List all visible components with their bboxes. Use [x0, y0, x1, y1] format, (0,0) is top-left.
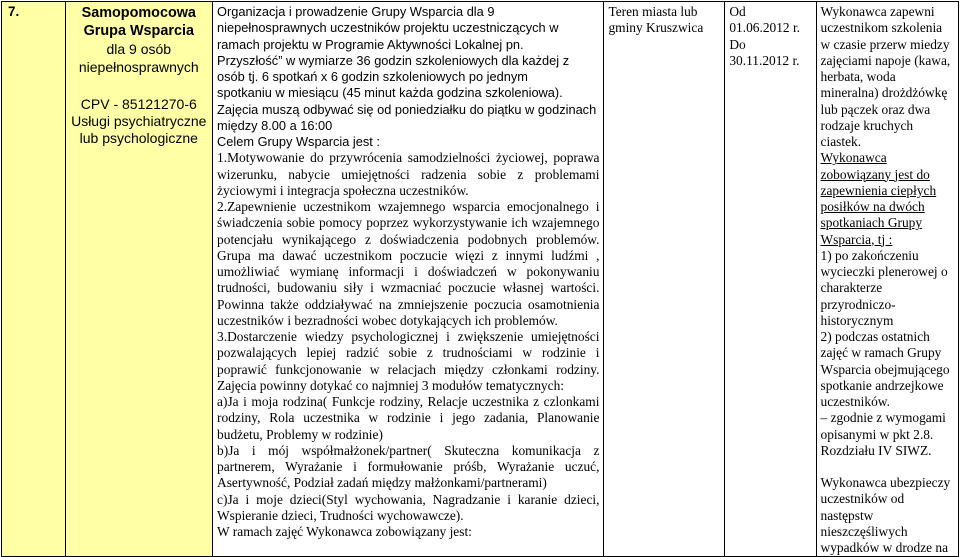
description-paragraph: 2.Zapewnienie uczestnikom wzajemnego wsparcia emocjonalnego i świadczenia sobie pomocy poprzez wykorzystywanie ich wzajemnego potencjału wynikającego z doświadczenia podobnych problemów. Grupa ma dawać uczestnikom poczucie więzi z innymi ludźmi , umożliwiać wymianę informacji i doświadczeń w pokonywaniu trudności, budowaniu siły i wzmacniać poczucie własnej wartości. Powinna także oddziaływać na zmniejszenie poczucia osamotnienia uczestników i bezradności wobec dotykających ich problemów.	[217, 199, 600, 328]
area-cell	[604, 2, 725, 557]
table-row	[2, 2, 959, 557]
row-number: 7.	[8, 4, 20, 19]
description-line: spotkaniu w miesiącu (45 minut każda godzina szkoleniowa).	[217, 85, 563, 101]
notes-paragraph: Wykonawca ubezpieczy uczestników od następstw nieszczęśliwych wypadków w drodze na	[820, 475, 951, 555]
description-line: Przyszłość” w wymiarze 36 godzin szkoleniowych dla każdej z	[217, 52, 570, 68]
description-line: ramach projektu w Programie Aktywności Lokalnej pn.	[217, 36, 524, 52]
service-title-line-2: Grupa Wsparcia	[83, 23, 194, 39]
description-line: osób tj. 6 spotkań x 6 godzin szkoleniowych po jednym	[217, 69, 528, 84]
period-cell	[725, 2, 816, 557]
period-from-date: 01.06.2012 r.	[729, 20, 801, 36]
description-paragraph: W ramach zajęć Wykonawca zobowiązany jest:	[217, 524, 472, 539]
notes-paragraph: – zgodnie z wymogami opisanymi w pkt 2.8. Rozdziału IV SIWZ.	[820, 410, 946, 458]
row-number-cell	[2, 2, 66, 557]
service-subtitle-line-2: niepełnosprawnych	[78, 59, 199, 75]
notes-paragraph: 1) po zakończeniu wycieczki plenerowej o charakterze przyrodniczo-historycznym	[820, 247, 948, 328]
cpv-description: Usługi psychiatryczne lub psychologiczne	[71, 113, 207, 146]
area-text: Teren miasta lub gminy Kruszwica	[608, 4, 704, 36]
notes-spacer	[821, 459, 954, 475]
notes-paragraph: Wykonawca zapewni uczestnikom szkolenia w czasie przerw miedzy zajęciami napoje (kawa, herbata, woda mineralna) drożdżówkę lub pączek oraz dwa rodzaje kruchych ciastek.	[820, 4, 951, 149]
period-to-label: Do	[729, 36, 746, 52]
description-paragraph: 3.Dostarczenie wiedzy psychologicznej i zwiększenie umiejętności pozwalających lepiej radzić sobie z trudnościami w rodzinie i poprawić funkcjonowanie w relacjach między członkami rodziny. Zajęcia powinny dotykać co najmniej 3 modułów tematycznych:	[217, 329, 600, 393]
notes-paragraph-underlined: Wykonawca zobowiązany jest do zapewnienia ciepłych posiłków na dwóch spotkaniach Grupy Wsparcia, tj :	[820, 150, 937, 247]
notes-cell	[816, 2, 958, 557]
service-table	[1, 1, 959, 557]
description-line: niepełnosprawnych uczestników projektu uczestniczących w	[217, 20, 559, 36]
cpv-code: CPV - 85121270-6	[80, 96, 197, 112]
description-line: Zajęcia muszą odbywać się od poniedziałku do piątku w godzinach	[217, 101, 597, 117]
service-subtitle-line-1: dla 9 osób	[106, 41, 172, 57]
description-line: Organizacja i prowadzenie Grupy Wsparcia dla 9	[217, 4, 495, 19]
description-paragraph: c)Ja i moje dzieci(Styl wychowania, Nagradzanie i karanie dzieci, Wspieranie dzieci, Trudności wychowawcze).	[217, 491, 600, 523]
description-line: Celem Grupy Wsparcia jest :	[217, 134, 380, 149]
description-paragraph: a)Ja i moja rodzina( Funkcje rodziny, Relacje uczestnika z czlonkami rodziny, Rola uczestnika w rodzinie i jego zadania, Planowanie budżetu, Problemy w rodzinie)	[217, 394, 600, 442]
description-paragraph: b)Ja i mój współmałżonek/partner( Skuteczna komunikacja z partnerem, Wyrażanie i formułowanie próśb, Wyrażanie uczuć, Asertywność, Podział zadań między małżonkami/partnerami)	[217, 442, 600, 491]
description-paragraph: 1.Motywowanie do przywrócenia samodzielności życiowej, poprawa wizerunku, nabycie umiejętności radzenia sobie z problemami życiowymi i integracja społeczna uczestników.	[217, 150, 600, 198]
period-from-label: Od	[729, 4, 746, 19]
notes-paragraph: 2) podczas ostatnich zajęć w ramach Grupy Wsparcia obejmującego spotkanie andrzejkowe uczestników.	[820, 329, 950, 409]
service-title-line-1: Samopomocowa	[81, 5, 196, 21]
description-cell	[213, 2, 604, 557]
service-name-cell	[65, 2, 213, 557]
description-line: między 8.00 a 16:00	[217, 117, 333, 133]
period-to-date: 30.11.2012 r.	[729, 52, 800, 68]
